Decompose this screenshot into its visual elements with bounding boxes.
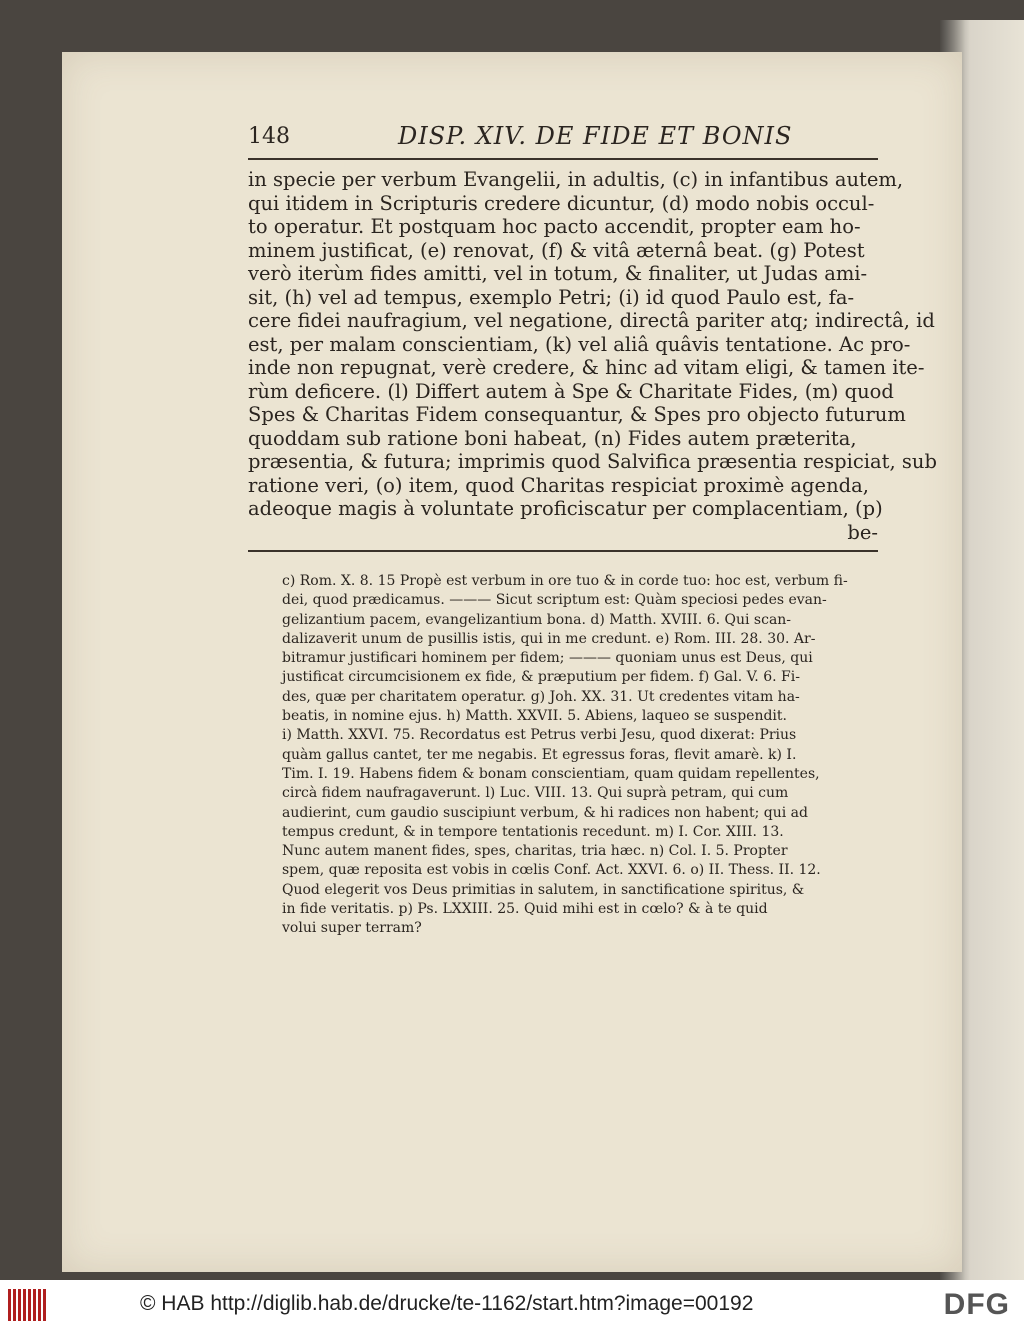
hab-barcode-logo-icon[interactable] [8,1289,48,1321]
footnote-line: audierint, cum gaudio suscipiunt verbum, & hi radices non habent; qui ad [282,804,808,821]
main-text [248,168,937,544]
footnote-line: c) Rom. X. 8. 15 Propè est verbum in ore tuo & in corde tuo: hoc est, verbum fi- [282,573,848,589]
text-line: minem justificat, (e) renovat, (f) & vitâ æternâ beat. (g) Potest [248,238,865,262]
footnote-line: quàm gallus cantet, ter me negabis. Et egressus foras, flevit amarè. k) I. [282,746,797,763]
catchword: be- [847,520,878,544]
footnotes [282,572,880,939]
text-line: in specie per verbum Evangelii, in adultis, (c) in infantibus autem, [248,168,904,191]
text-line: quoddam sub ratione boni habeat, (n) Fides autem præterita, [248,426,857,450]
text-line: qui itidem in Scripturis credere dicuntur, (d) modo nobis occul- [248,191,875,215]
footnote-line: gelizantium pacem, evangelizantium bona. d) Matth. XVIII. 6. Qui scan- [282,611,792,628]
footnote-line: bitramur justificari hominem per fidem; ——— quoniam unus est Deus, qui [282,650,813,667]
footnote-line: spem, quæ reposita est vobis in cœlis Conf. Act. XXVI. 6. o) II. Thess. II. 12. [282,862,821,879]
page-number: 148 [248,124,290,149]
header-rule [248,158,878,160]
running-head: DISP. XIV. DE FIDE ET BONIS [398,122,793,150]
footnote-line: dei, quod prædicamus. ——— Sicut scriptum est: Quàm speciosi pedes evan- [282,592,827,609]
footnote-line: des, quæ per charitatem operatur. g) Joh. XX. 31. Ut credentes vitam ha- [282,688,800,705]
footnote-line: justificat circumcisionem ex fide, & præputium per fidem. f) Gal. V. 6. Fi- [282,669,800,686]
text-line: Spes & Charitas Fidem consequantur, & Spes pro objecto futurum [248,403,906,426]
text-line: ratione veri, (o) item, quod Charitas respiciat proximè agenda, [248,473,869,497]
text-line: est, per malam conscientiam, (k) vel aliâ quâvis tentatione. Ac pro- [248,332,911,356]
footnote-line: i) Matth. XXVI. 75. Recordatus est Petrus verbi Jesu, quod dixerat: Prius [282,727,797,744]
text-line: præsentia, & futura; imprimis quod Salvifica præsentia respiciat, sub [248,450,937,473]
dfg-logo: DFG [943,1288,1010,1321]
footnote-line: tempus credunt, & in tempore tentationis recedunt. m) I. Cor. XIII. 13. [282,823,784,840]
text-line: verò iterùm fides amitti, vel in totum, & finaliter, ut Judas ami- [248,262,868,285]
footnote-rule [248,550,878,552]
text-line: sit, (h) vel ad tempus, exemplo Petri; (i) id quod Paulo est, fa- [248,285,855,309]
page-header [248,120,878,154]
footnote-line: beatis, in nomine ejus. h) Matth. XXVII. 5. Abiens, laqueo se suspendit. [282,708,787,725]
footnote-line: in fide veritatis. p) Ps. LXXIII. 25. Quid mihi est in cœlo? & à te quid [282,901,768,918]
footnote-line: Nunc autem manent fides, spes, charitas, tria hæc. n) Col. I. 5. Propter [282,843,788,860]
footnote-line: Quod elegerit vos Deus primitias in salutem, in sanctificatione spiritus, & [282,881,805,898]
text-line: adeoque magis à voluntate proficiscatur per complacentiam, (p) [248,497,883,520]
viewer-footer [0,1280,1024,1329]
footnote-line: Tim. I. 19. Habens fidem & bonam conscientiam, quam quidam repellentes, [282,765,820,782]
text-line: to operatur. Et postquam hoc pacto accendit, propter eam ho- [248,215,861,238]
footnote-line: volui super terram? [282,920,422,937]
text-line: cere fidei naufragium, vel negatione, directâ pariter atq; indirectâ, id [248,309,935,332]
text-line: inde non repugnat, verè credere, & hinc ad vitam eligi, & tamen ite- [248,356,925,379]
copyright-url[interactable]: © HAB http://diglib.hab.de/drucke/te-1162/start.htm?image=00192 [140,1292,754,1315]
footnote-line: dalizaverit unum de pusillis istis, qui in me credunt. e) Rom. III. 28. 30. Ar- [282,630,816,647]
text-line: rùm deficere. (l) Differt autem à Spe & Charitate Fides, (m) quod [248,379,894,403]
footnote-line: circà fidem naufragaverunt. l) Luc. VIII. 13. Qui suprà petram, qui cum [282,785,789,802]
